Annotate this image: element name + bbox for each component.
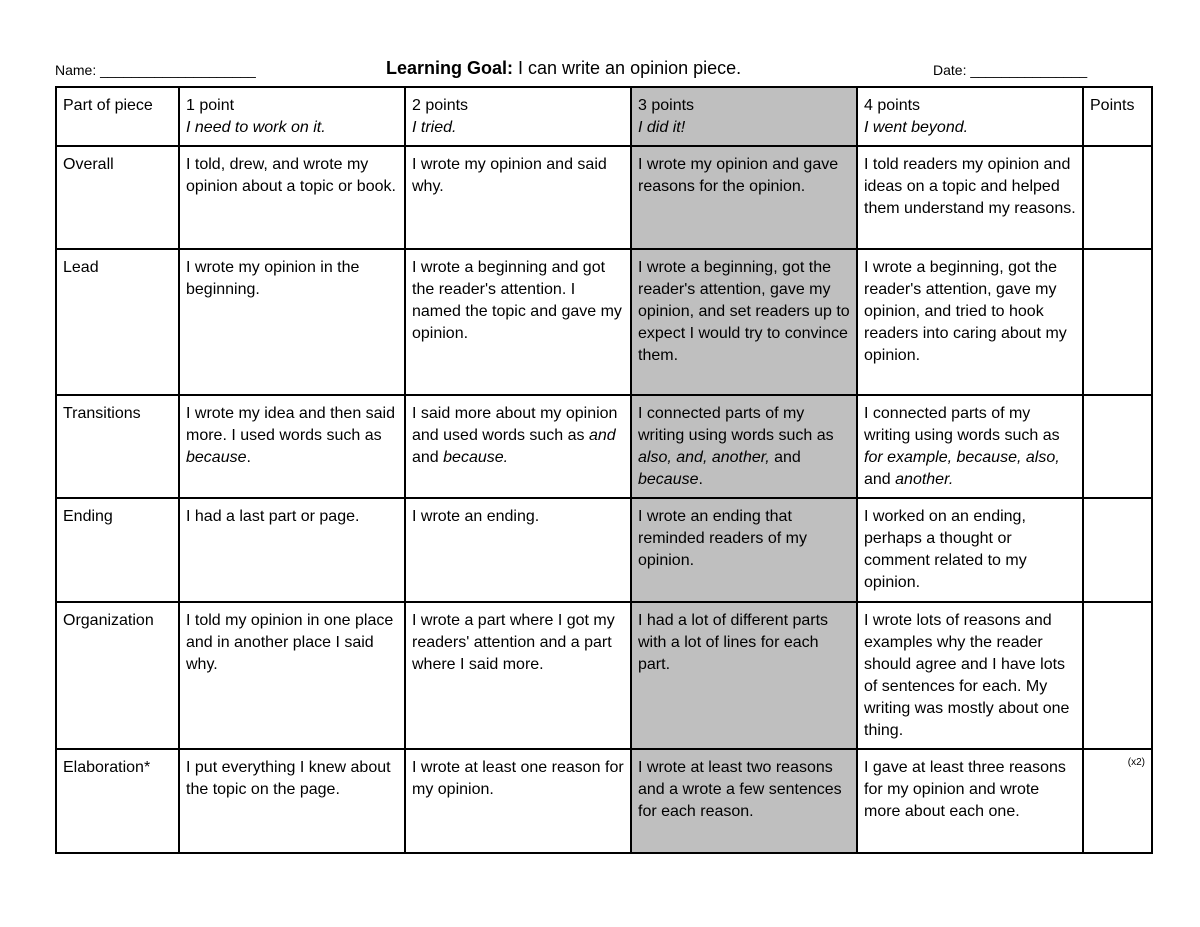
- cell-1-point: I had a last part or page.: [179, 498, 405, 602]
- header-row: [56, 87, 1152, 146]
- rubric-header: [55, 56, 1150, 84]
- points-cell: [1083, 395, 1152, 498]
- header-2-points: 2 points I tried.: [405, 87, 631, 146]
- cell-1-point: I wrote my idea and then said more. I used words such as because.: [179, 395, 405, 498]
- header-1-point: 1 point I need to work on it.: [179, 87, 405, 146]
- learning-goal-text: I can write an opinion piece.: [513, 58, 742, 78]
- cell-4-points: I connected parts of my writing using words such as for example, because, also, and another.: [857, 395, 1083, 498]
- table-row: [56, 498, 1152, 602]
- learning-goal-label: Learning Goal:: [386, 58, 514, 78]
- table-row: [56, 395, 1152, 498]
- cell-2-points: I wrote an ending.: [405, 498, 631, 602]
- table-row: [56, 146, 1152, 249]
- cell-3-points: I connected parts of my writing using words such as also, and, another, and because.: [631, 395, 857, 498]
- cell-4-points: I worked on an ending, perhaps a thought or comment related to my opinion.: [857, 498, 1083, 602]
- header-3-points: 3 points I did it!: [631, 87, 857, 146]
- row-part-transitions: Transitions: [56, 395, 179, 498]
- table-row: [56, 602, 1152, 749]
- name-line: Name: ____________________: [55, 62, 256, 78]
- cell-2-points: I said more about my opinion and used words such as and and because.: [405, 395, 631, 498]
- cell-3-points: I wrote an ending that reminded readers of my opinion.: [631, 498, 857, 602]
- header-part: Part of piece: [56, 87, 179, 146]
- table-row: [56, 749, 1152, 853]
- cell-1-point: I wrote my opinion in the beginning.: [179, 249, 405, 395]
- header-points: Points: [1083, 87, 1152, 146]
- cell-4-points: I told readers my opinion and ideas on a topic and helped them understand my reasons.: [857, 146, 1083, 249]
- cell-3-points: I wrote at least two reasons and a wrote a few sentences for each reason.: [631, 749, 857, 853]
- row-part-elaboration: Elaboration*: [56, 749, 179, 853]
- cell-2-points: I wrote a beginning and got the reader's attention. I named the topic and gave my opinion.: [405, 249, 631, 395]
- row-part-organization: Organization: [56, 602, 179, 749]
- cell-1-point: I told my opinion in one place and in another place I said why.: [179, 602, 405, 749]
- points-multiplier-note: (x2): [1127, 757, 1145, 768]
- points-cell: [1083, 749, 1152, 853]
- row-part-ending: Ending: [56, 498, 179, 602]
- cell-3-points: I wrote a beginning, got the reader's attention, gave my opinion, and set readers up to expect I would try to convince them.: [631, 249, 857, 395]
- cell-4-points: I wrote a beginning, got the reader's attention, gave my opinion, and tried to hook readers into caring about my opinion.: [857, 249, 1083, 395]
- points-cell: [1083, 146, 1152, 249]
- cell-1-point: I told, drew, and wrote my opinion about a topic or book.: [179, 146, 405, 249]
- cell-2-points: I wrote a part where I got my readers' attention and a part where I said more.: [405, 602, 631, 749]
- cell-4-points: I gave at least three reasons for my opinion and wrote more about each one.: [857, 749, 1083, 853]
- header-4-points: 4 points I went beyond.: [857, 87, 1083, 146]
- cell-2-points: I wrote my opinion and said why.: [405, 146, 631, 249]
- table-row: [56, 249, 1152, 395]
- cell-3-points: I had a lot of different parts with a lot of lines for each part.: [631, 602, 857, 749]
- cell-1-point: I put everything I knew about the topic on the page.: [179, 749, 405, 853]
- cell-2-points: I wrote at least one reason for my opinion.: [405, 749, 631, 853]
- row-part-overall: Overall: [56, 146, 179, 249]
- cell-3-points: I wrote my opinion and gave reasons for the opinion.: [631, 146, 857, 249]
- row-part-lead: Lead: [56, 249, 179, 395]
- cell-4-points: I wrote lots of reasons and examples why the reader should agree and I have lots of sentences for each. My writing was mostly about one thing.: [857, 602, 1083, 749]
- points-cell: [1083, 498, 1152, 602]
- learning-goal: [386, 58, 741, 79]
- date-line: Date: _______________: [933, 62, 1088, 78]
- points-cell: [1083, 602, 1152, 749]
- points-cell: [1083, 249, 1152, 395]
- rubric-table: [55, 86, 1153, 854]
